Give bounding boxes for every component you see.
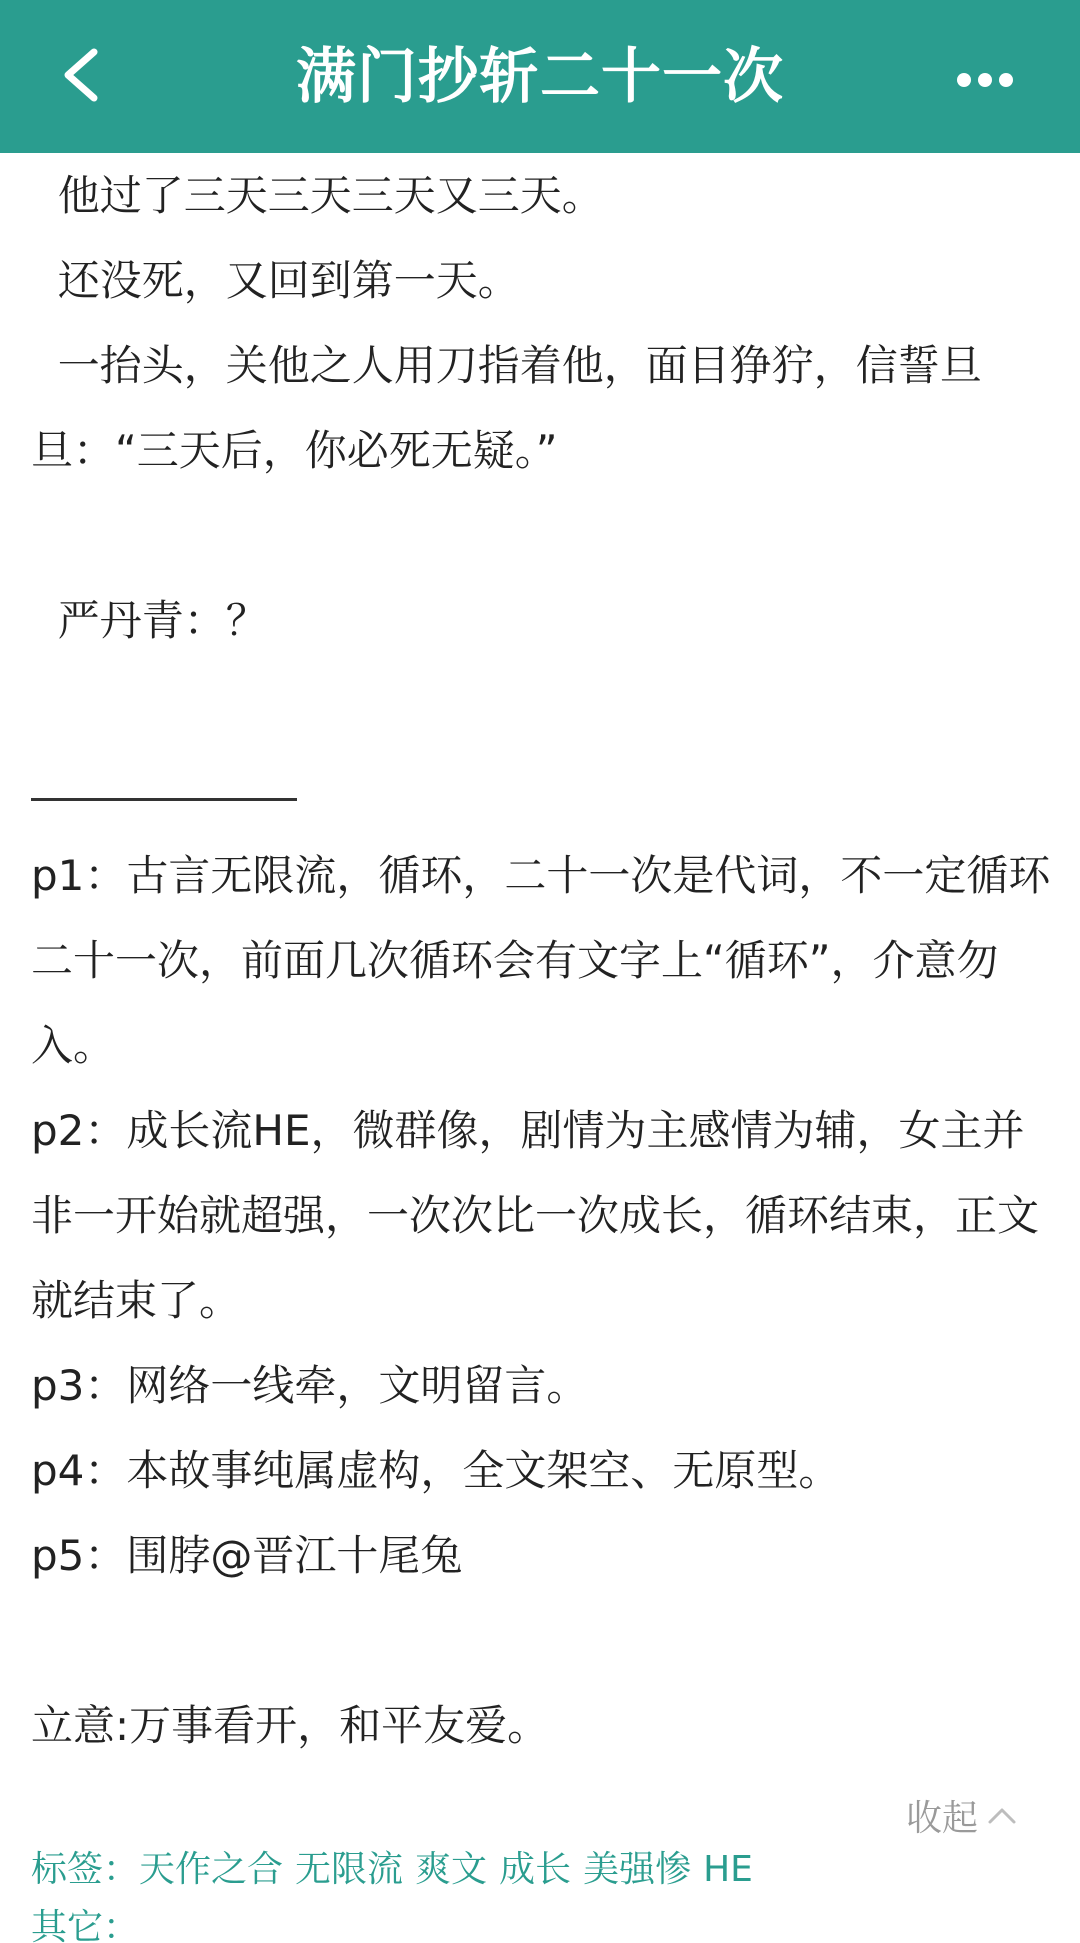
more-button[interactable] [940,50,1030,110]
description-line: p3：网络一线牵，文明留言。 [31,1361,589,1410]
chevron-up-icon [984,1798,1020,1834]
tag-item[interactable]: 爽文 [415,1849,488,1890]
back-button[interactable] [48,40,118,110]
tag-item[interactable]: 天作之合 [139,1849,284,1890]
blank-line [31,663,1055,748]
tag-list [31,1845,765,1895]
description-line: 他过了三天三天三天又三天。 [31,171,604,220]
other-label: 其它： [31,1907,140,1943]
blank-line [31,493,1055,578]
tag-item[interactable]: 无限流 [295,1849,404,1890]
description-line: p5：围脖@晋江十尾兔 [31,1531,463,1580]
description-line: 严丹青：？ [31,596,268,645]
chevron-left-icon [48,40,118,110]
blank-line [31,1598,1055,1683]
description-line: 一抬头，关他之人用刀指着他，面目狰狞，信誓旦旦：“三天后，你必死无疑。” [31,341,982,475]
collapse-label: 收起 [905,1798,978,1839]
divider-line [31,798,297,801]
collapse-button[interactable] [906,1790,1020,1841]
top-app-bar [0,0,1080,153]
description-line: 还没死，又回到第一天。 [31,256,520,305]
more-horizontal-icon [940,50,1030,110]
book-description [31,153,1055,1768]
description-line: 立意:万事看开，和平友爱。 [31,1701,550,1750]
tag-item[interactable]: HE [703,1849,753,1890]
description-line: p2：成长流HE，微群像，剧情为主感情为辅，女主并非一开始就超强，一次次比一次成长，循环结束，正文就结束了。 [31,1106,1040,1325]
tag-item[interactable]: 美强惨 [583,1849,692,1890]
tags-label: 标签： [31,1849,140,1890]
tag-item[interactable]: 成长 [499,1849,572,1890]
page-title: 满门抄斩二十一次 [296,42,784,112]
description-line: p1：古言无限流，循环，二十一次是代词，不一定循环二十一次，前面几次循环会有文字上“循环”，介意勿入。 [31,851,1051,1070]
description-line: p4：本故事纯属虚构，全文架空、无原型。 [31,1446,841,1495]
section-divider [31,748,1055,833]
